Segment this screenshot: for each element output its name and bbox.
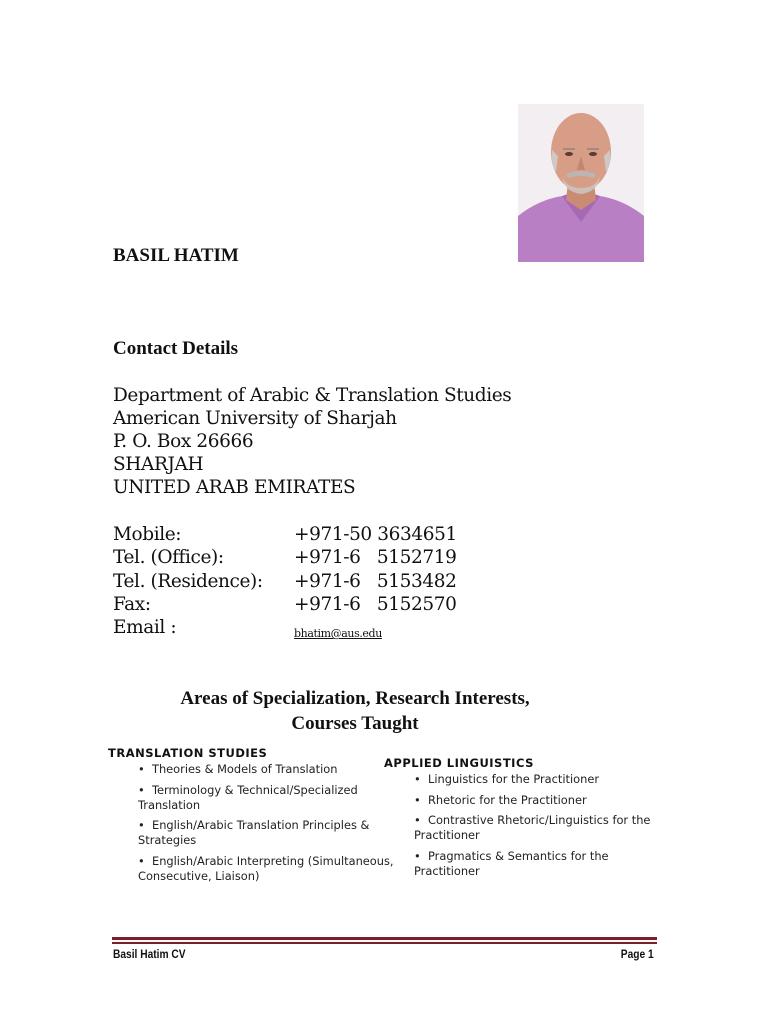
bullet-icon: • <box>138 762 145 776</box>
areas-heading-line2: Courses Taught <box>291 713 419 734</box>
phone-value: +971-50 3634651 <box>294 524 457 545</box>
portrait-photo <box>518 104 644 262</box>
list-item <box>414 813 674 843</box>
contact-details-heading: Contact Details <box>113 338 239 359</box>
page-number: Page 1 <box>621 947 654 961</box>
list-item <box>138 854 398 884</box>
bullet-icon: • <box>414 792 421 807</box>
list-item <box>414 793 674 808</box>
address-line: UNITED ARAB EMIRATES <box>113 477 356 498</box>
list-item-text: Contrastive Rhetoric/Linguistics for the Practitioner <box>414 813 651 843</box>
address-line: Department of Arabic & Translation Studies <box>113 385 512 406</box>
portrait-illustration <box>518 104 644 262</box>
phone-label: Mobile: <box>113 524 182 545</box>
bullet-icon: • <box>138 853 145 868</box>
bullet-icon: • <box>138 782 145 797</box>
section-title: TRANSLATION STUDIES <box>108 746 268 760</box>
list-item-text: Terminology & Technical/Specialized Translation <box>138 782 358 812</box>
translation-studies-section <box>108 746 398 889</box>
bullet-icon: • <box>414 848 421 863</box>
address-block <box>113 384 511 499</box>
address-line: P. O. Box 26666 <box>113 431 254 452</box>
list-item-text: Theories & Models of Translation <box>152 762 338 776</box>
areas-heading-line1: Areas of Specialization, Research Interests, <box>180 688 530 709</box>
phone-label: Tel. (Office): <box>113 547 224 569</box>
list-item <box>414 849 674 879</box>
linguistics-list <box>384 772 674 879</box>
list-item <box>138 818 398 848</box>
list-item-text: Rhetoric for the Practitioner <box>428 792 587 807</box>
address-line: American University of Sharjah <box>113 408 397 429</box>
section-title: APPLIED LINGUISTICS <box>384 756 534 770</box>
list-item <box>138 783 398 813</box>
phone-value: +971-6 5153482 <box>294 570 457 592</box>
phone-label: Fax: <box>113 593 151 615</box>
list-item <box>414 772 674 787</box>
address-line: SHARJAH <box>113 454 204 475</box>
phone-value: +971-6 5152570 <box>294 593 457 615</box>
person-name: BASIL HATIM <box>113 245 239 266</box>
footer-rule-thick <box>112 937 657 940</box>
footer-rule-thin <box>112 942 657 944</box>
email-link[interactable]: bhatim@aus.edu <box>294 627 382 641</box>
list-item <box>138 762 398 777</box>
bullet-icon: • <box>414 772 421 786</box>
list-item-text: Pragmatics & Semantics for the Practitioner <box>414 848 609 878</box>
email-label: Email : <box>113 617 177 639</box>
list-item-text: Linguistics for the Practitioner <box>428 772 600 786</box>
phone-label: Tel. (Residence): <box>113 570 263 592</box>
translation-list <box>108 762 398 884</box>
bullet-icon: • <box>138 818 145 833</box>
bullet-icon: • <box>414 813 421 828</box>
phone-value: +971-6 5152719 <box>294 547 457 569</box>
areas-heading <box>110 686 600 736</box>
footer-title: Basil Hatim CV <box>113 947 186 961</box>
list-item-text: English/Arabic Interpreting (Simultaneous, Consecutive, Liaison) <box>138 853 394 883</box>
applied-linguistics-section <box>384 756 674 884</box>
list-item-text: English/Arabic Translation Principles & Strategies <box>138 818 370 848</box>
